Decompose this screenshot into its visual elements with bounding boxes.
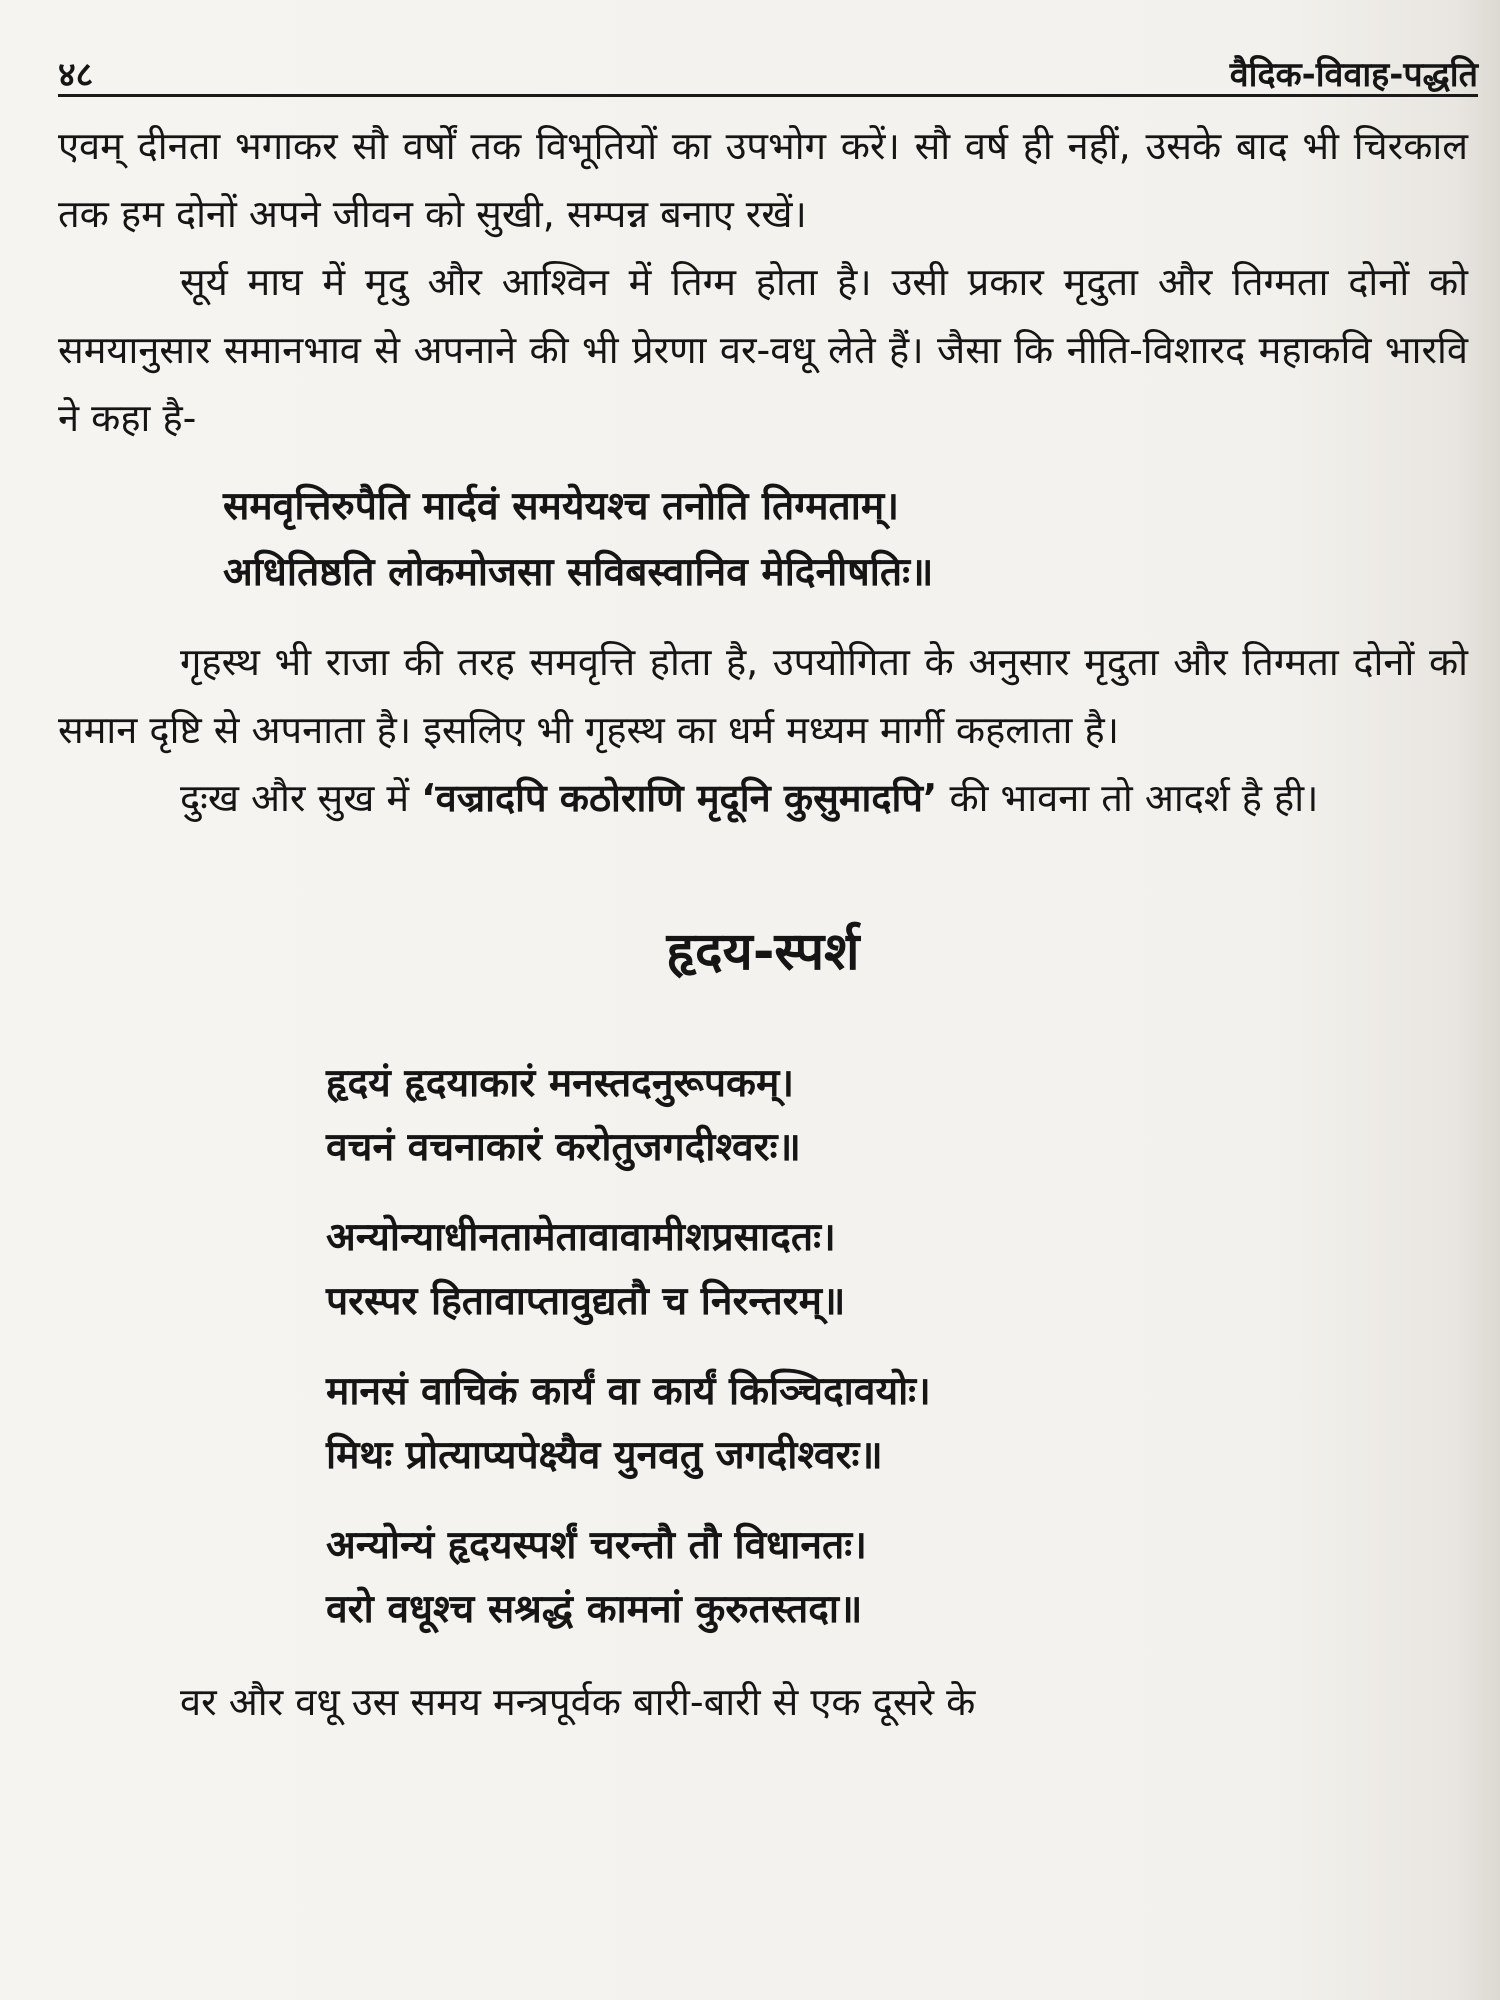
page-content [58,112,1468,1736]
verse-line: हृदयं हृदयाकारं मनस्तदनुरूपकम्। [326,1061,795,1106]
running-title: वैदिक-विवाह-पद्धति [1229,55,1478,95]
verse-line: अन्योन्याधीनतामेतावावामीशप्रसादतः। [326,1215,836,1260]
paragraph-4-text: की भावना तो आदर्श है ही। [937,776,1319,820]
page-number: ४८ [58,55,94,95]
verse-line: अधितिष्ठति लोकमोजसा सविबस्वानिव मेदिनीषतिः॥ [223,550,934,595]
section-heading: हृदय-स्पर्श [666,922,860,982]
verse-line: वचनं वचनाकारं करोतुजगदीश्वरः॥ [326,1125,801,1170]
verse-line: समवृत्तिरुपैति मार्दवं समयेयश्च तनोति तिग्मताम्। [223,484,899,529]
stanza-1 [326,1052,1468,1180]
verse-line: वरो वधूश्च सश्रद्धं कामनां कुरुतस्तदा॥ [326,1587,863,1632]
stanza-3 [326,1360,1468,1488]
stanza-2 [326,1206,1468,1334]
verse-line: मानसं वाचिकं कार्यं वा कार्यं किञ्चिदावयोः। [326,1369,931,1414]
paragraph-4-text: दुःख और सुख में [180,776,422,820]
verse-bharavi [223,474,1468,606]
verse-line: परस्पर हितावाप्तावुद्यतौ च निरन्तरम्॥ [326,1279,846,1324]
verse-line: मिथः प्रोत्याप्यपेक्ष्यैव युनवतु जगदीश्वरः॥ [326,1433,883,1478]
stanza-4 [326,1514,1468,1642]
verse-line: अन्योन्यं हृदयस्पर्शं चरन्तौ तौ विधानतः। [326,1523,867,1568]
sanskrit-quote: ‘वज्रादपि कठोराणि मृदूनि कुसुमादपि’ [421,776,938,820]
page-header [58,48,1478,97]
paragraph-5: वर और वधू उस समय मन्त्रपूर्वक बारी-बारी से एक दूसरे के [180,1680,976,1724]
paragraph-3: गृहस्थ भी राजा की तरह समवृत्ति होता है, उपयोगिता के अनुसार मृदुता और तिग्मता दोनों को समान दृष्टि से अपनाता है। इसलिए भी गृहस्थ का धर्म मध्यम मार्गी कहलाता है। [58,640,1468,752]
paragraph-4 [58,764,1468,832]
paragraph-1: एवम् दीनता भगाकर सौ वर्षों तक विभूतियों का उपभोग करें। सौ वर्ष ही नहीं, उसके बाद भी चिरकाल तक हम दोनों अपने जीवन को सुखी, सम्पन्न बनाए रखें। [58,124,1468,236]
paragraph-2: सूर्य माघ में मृदु और आश्विन में तिग्म होता है। उसी प्रकार मृदुता और तिग्मता दोनों को समयानुसार समानभाव से अपनाने की भी प्रेरणा वर-वधू लेते हैं। जैसा कि नीति-विशारद महाकवि भारवि ने कहा है- [58,260,1468,440]
